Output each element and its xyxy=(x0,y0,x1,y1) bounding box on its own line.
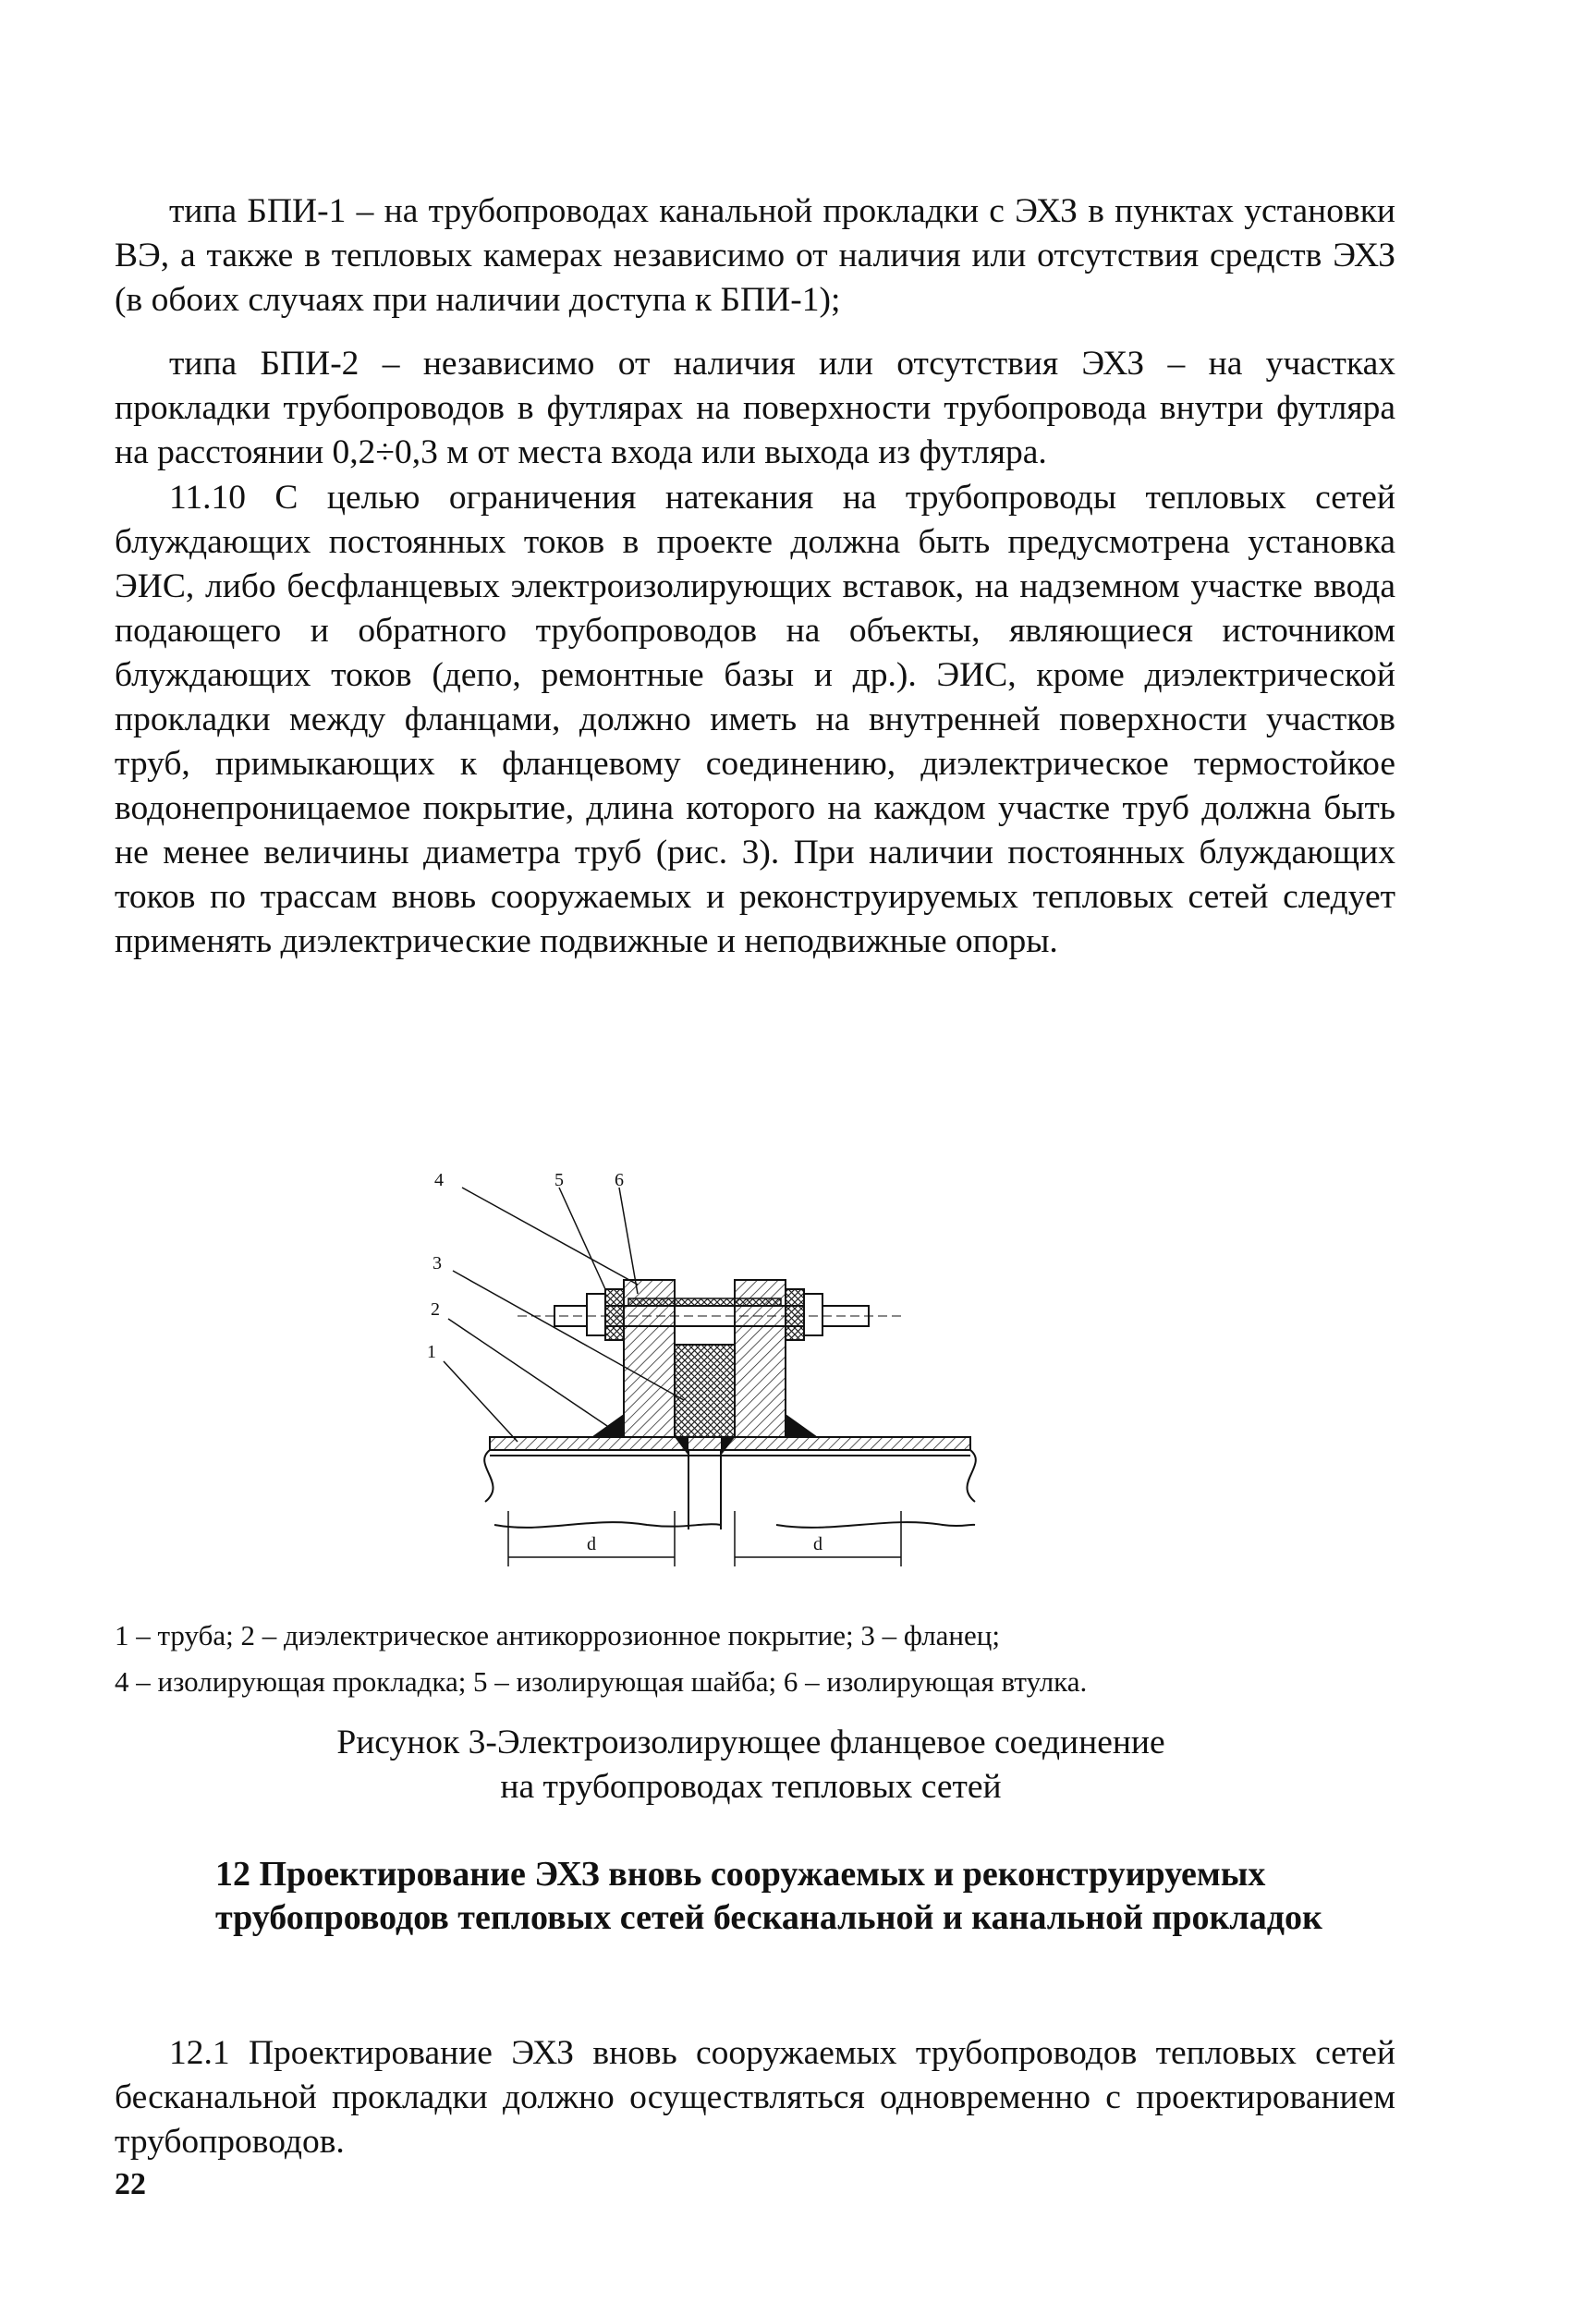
dim-d-left: d xyxy=(587,1534,596,1554)
paragraph-bpi2: типа БПИ-2 – независимо от наличия или отсутствия ЭХЗ – на участках прокладки трубопроводов в футлярах на поверхности трубопровода внутри футляра на расстоянии 0,2÷0,3 м от места входа или выхода из футляра. xyxy=(115,345,1395,471)
dim-d-right: d xyxy=(813,1534,822,1554)
label-1: 1 xyxy=(427,1342,436,1362)
label-2: 2 xyxy=(431,1299,440,1320)
figure-title-line-2: на трубопроводах тепловых сетей xyxy=(500,1768,1002,1806)
label-6: 6 xyxy=(615,1170,624,1190)
label-4: 4 xyxy=(434,1170,444,1190)
label-3: 3 xyxy=(433,1253,442,1273)
figure-legend-line-1: 1 – труба; 2 – диэлектрическое антикоррозионное покрытие; 3 – фланец; xyxy=(115,1619,1000,1651)
insulating-washer-left xyxy=(605,1289,624,1340)
flange-connection-drawing xyxy=(407,1160,998,1613)
section-12-heading: 12 Проектирование ЭХЗ вновь сооружаемых и реконструируемых трубопроводов тепловых сетей бесканальной и канальной прокладок xyxy=(215,1855,1322,1937)
label-5: 5 xyxy=(554,1170,564,1190)
paragraph-12-1: 12.1 Проектирование ЭХЗ вновь сооружаемых трубопроводов тепловых сетей бесканальной прокладки должно осуществляться одновременно с проектированием трубопроводов. xyxy=(115,2034,1395,2161)
page-number: 22 xyxy=(115,2167,146,2201)
insulating-washer-right xyxy=(786,1289,804,1340)
paragraph-11-10: 11.10 С целью ограничения натекания на трубопроводы тепловых сетей блуждающих постоянных токов в проекте должна быть предусмотрена установка ЭИС, либо бесфланцевых электроизолирующих вставок, на надземном участке ввода подающего и обратного трубопроводов на объекты, являющиеся источником блуждающих токов (депо, ремонтные базы и др.). ЭИС, кроме диэлектрической прокладки между фланцами, должно иметь на внутренней поверхности участков труб, примыкающих к фланцевому соединению, диэлектрическое термостойкое водонепроницаемое покрытие, длина которого на каждом участке труб должна быть не менее величины диаметра труб (рис. 3). При наличии постоянных блуждающих токов по трассам вновь сооружаемых и реконструируемых тепловых сетей следует применять диэлектрические подвижные и неподвижные опоры. xyxy=(115,479,1395,960)
insulating-gasket xyxy=(675,1345,735,1437)
figure-title-line-1: Рисунок 3-Электроизолирующее фланцевое соединение xyxy=(336,1724,1165,1761)
insulating-sleeve xyxy=(628,1298,781,1306)
paragraph-bpi1: типа БПИ-1 – на трубопроводах канальной прокладки с ЭХЗ в пунктах установки ВЭ, а также в тепловых камерах независимо от наличия или отсутствия средств ЭХЗ (в обоих случаях при наличии доступа к БПИ-1); xyxy=(115,192,1395,319)
figure-legend-line-2: 4 – изолирующая прокладка; 5 – изолирующая шайба; 6 – изолирующая втулка. xyxy=(115,1665,1088,1698)
